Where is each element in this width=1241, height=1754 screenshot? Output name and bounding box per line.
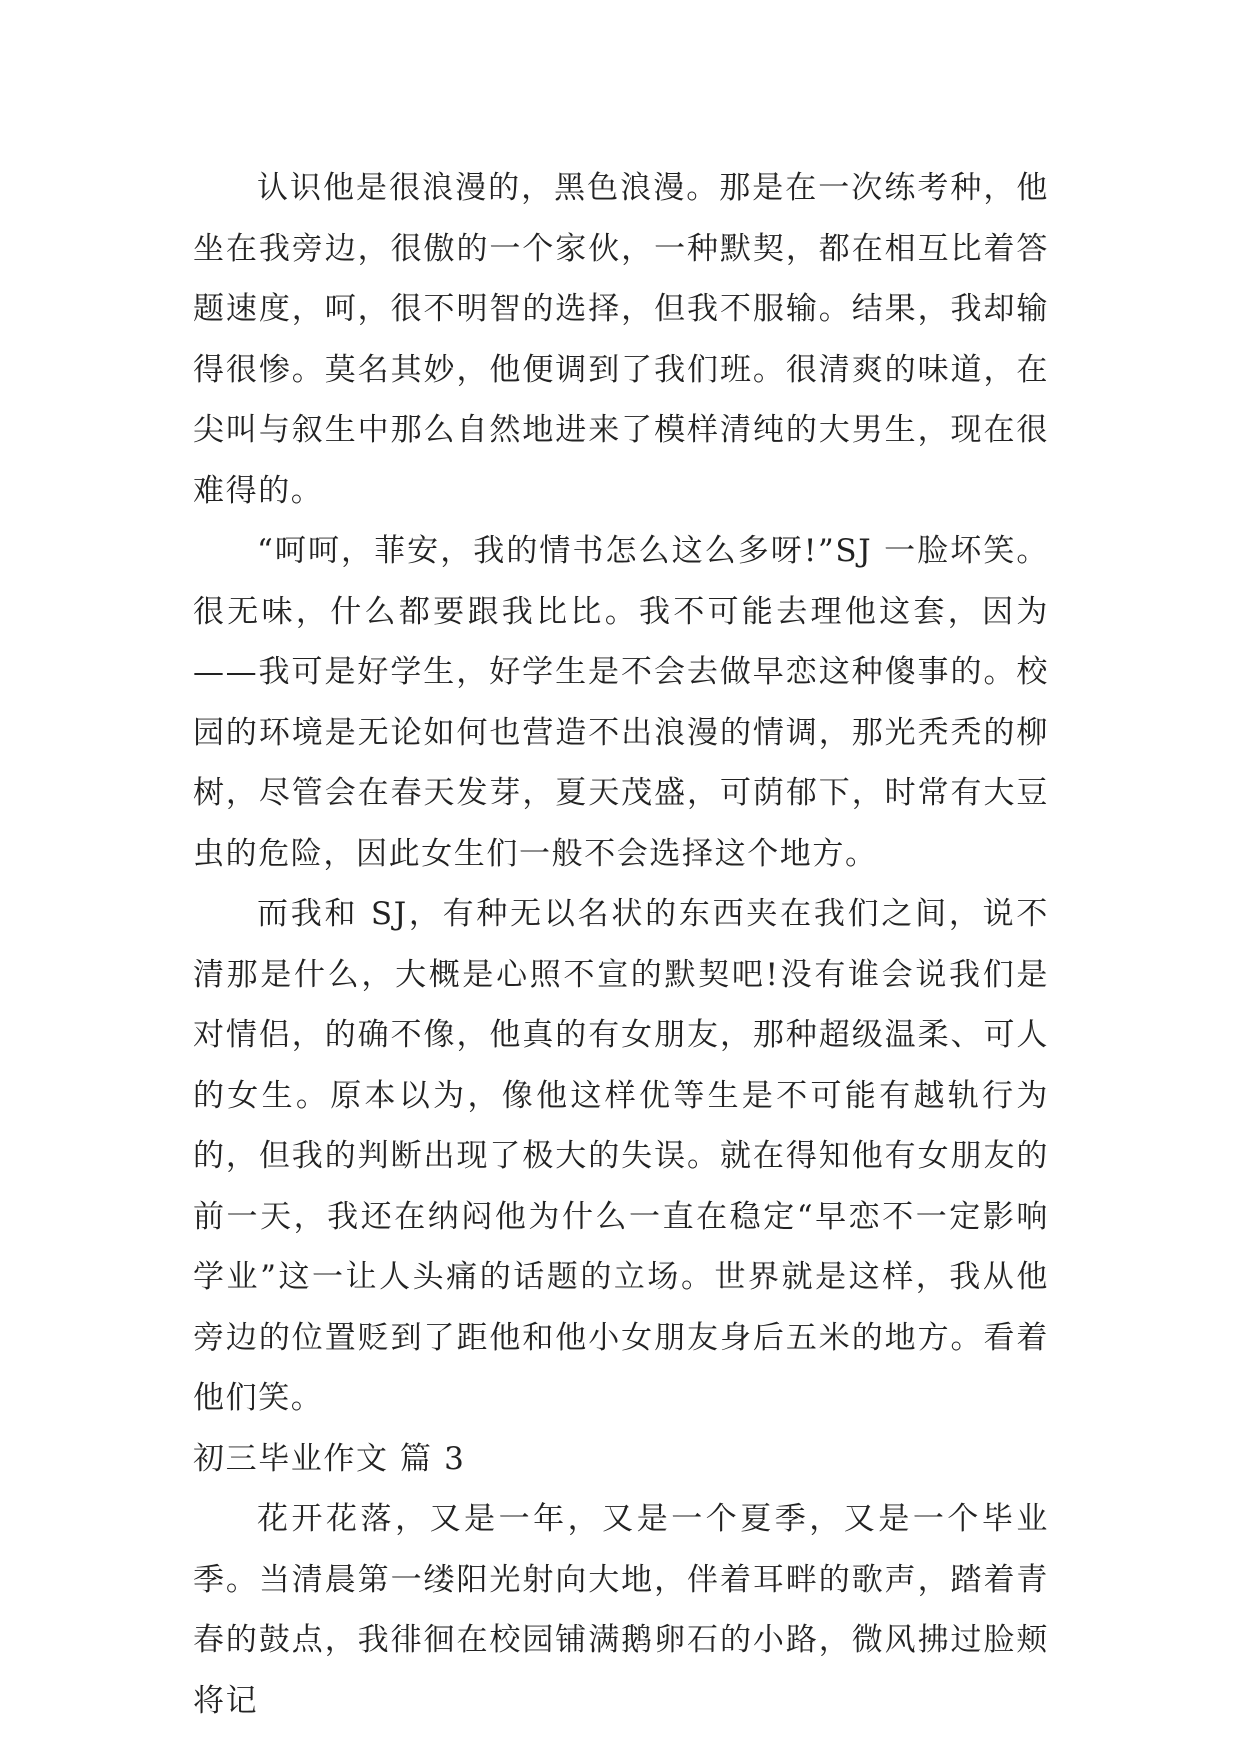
paragraph-4: 花开花落，又是一年，又是一个夏季，又是一个毕业季。当清晨第一缕阳光射向大地，伴着耳畔的歌声，踏着青春的鼓点，我徘徊在校园铺满鹅卵石的小路，微风拂过脸颊将记 xyxy=(193,1501,1049,1719)
document-body xyxy=(193,158,1049,1731)
paragraph-1: 认识他是很浪漫的，黑色浪漫。那是在一次练考种，他坐在我旁边，很傲的一个家伙，一种默契，都在相互比着答题速度，呵，很不明智的选择，但我不服输。结果，我却输得很惨。莫名其妙，他便调到了我们班。很清爽的味道，在尖叫与叙生中那么自然地进来了模样清纯的大男生，现在很难得的。 xyxy=(193,170,1049,509)
paragraph-2: “呵呵，菲安，我的情书怎么这么多呀!”SJ 一脸坏笑。很无味，什么都要跟我比比。我不可能去理他这套，因为——我可是好学生，好学生是不会去做早恋这种傻事的。校园的环境是无论如何也营造不出浪漫的情调，那光秃秃的柳树，尽管会在春天发芽，夏天茂盛，可荫郁下，时常有大豆虫的危险，因此女生们一般不会选择这个地方。 xyxy=(193,533,1049,872)
paragraph-3: 而我和 SJ，有种无以名状的东西夹在我们之间，说不清那是什么，大概是心照不宣的默契吧!没有谁会说我们是对情侣，的确不像，他真的有女朋友，那种超级温柔、可人的女生。原本以为，像他这样优等生是不可能有越轨行为的，但我的判断出现了极大的失误。就在得知他有女朋友的前一天，我还在纳闷他为什么一直在稳定“早恋不一定影响学业”这一让人头痛的话题的立场。世界就是这样，我从他旁边的位置贬到了距他和他小女朋友身后五米的地方。看着他们笑。 xyxy=(193,896,1049,1416)
section-heading: 初三毕业作文 篇 3 xyxy=(193,1440,466,1477)
